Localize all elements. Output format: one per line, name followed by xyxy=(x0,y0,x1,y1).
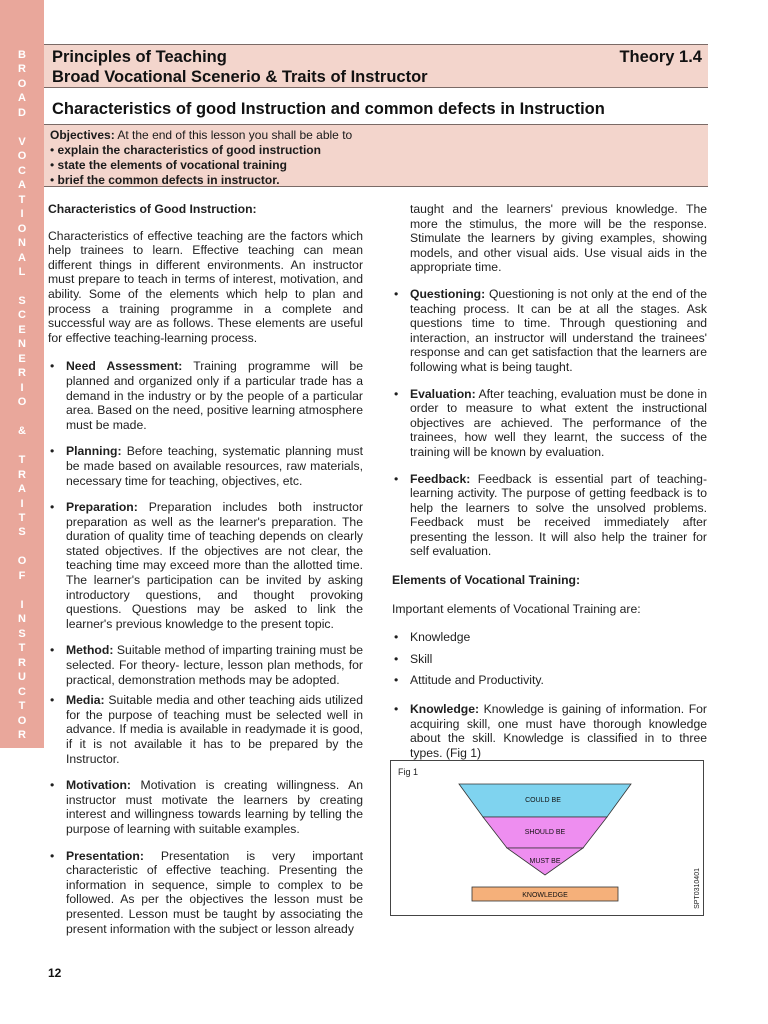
side-tab-letter: O xyxy=(17,396,27,409)
figure-code: SPT0310401 xyxy=(694,868,701,909)
objectives-intro: At the end of this lesson you shall be able to xyxy=(114,128,353,142)
bullet-text: Feedback is essential part of teaching-learning activity. The purpose of getting feedback is to help the learners to solve the unsolved problems. Feedback must be received immediately after presenting the lesson. It will also help the trainer for self evaluation. xyxy=(410,471,707,559)
side-tab-letter: S xyxy=(18,526,26,539)
bullet-term: Feedback: xyxy=(410,471,471,486)
side-tab-letter: A xyxy=(18,179,26,192)
side-tab-letter: E xyxy=(18,352,26,365)
bullet-term: Motivation: xyxy=(66,778,131,793)
bullet-questioning xyxy=(392,287,707,375)
elements-intro: Important elements of Vocational Training are: xyxy=(392,601,641,616)
side-tab-letter: O xyxy=(17,150,27,163)
side-tab-letter: V xyxy=(18,135,26,148)
bullet-method xyxy=(48,643,363,687)
bullet-text: Presentation is very important characteristic of effective teaching. Presenting the information in sequence, simple to complex to be followed. As per the objectives the lesson must be presented. Lesson must be taught by associating the present information with the subject or lesson already xyxy=(66,848,363,936)
bullet-evaluation xyxy=(392,387,707,460)
side-tab-letter: O xyxy=(17,77,27,90)
header-subtitle: Broad Vocational Scenerio & Traits of Instructor xyxy=(52,68,428,86)
left-column xyxy=(48,202,363,936)
intro-paragraph: Characteristics of effective teaching are the factors which help trainees to learn. Effective teaching can mean different things in different environments. An instructor must prepare to teach in terms of interest, motivation, and ability. Some of the elements which help to plan and process a training programme in a complete and successful way are as follows. These elements are useful for effective teaching-learning process. xyxy=(48,228,363,345)
figure-knowledge-pyramid xyxy=(390,760,704,916)
side-tab-letter: I xyxy=(20,497,24,510)
level-label-could-be: COULD BE xyxy=(525,797,561,804)
objectives-box xyxy=(44,124,708,187)
section-heading-vocational-elements: Elements of Vocational Training: xyxy=(392,573,581,588)
list-item: • Attitude and Productivity. xyxy=(392,673,707,688)
bullet-presentation xyxy=(48,849,363,937)
bullet-planning xyxy=(48,444,363,488)
figure-label: Fig 1 xyxy=(398,767,419,777)
bullet-text: Preparation includes both instructor preparation as well as the learner's preparation. The duration of quality time of teaching depends on clearly stated objectives. If the objectives are not clear, the teaching time may exceed more than the allotted time. The learner's participation can be invited by asking introductory questions, and thought provoking questions. Questions may be asked to link the learner's previous knowledge to the present topic. xyxy=(66,500,363,631)
side-tab-letter: A xyxy=(18,251,26,264)
side-tab-letter: T xyxy=(18,193,26,206)
side-tab-letter: N xyxy=(18,237,26,250)
list-item: • Skill xyxy=(392,652,707,667)
bullet-term: Need Assessment: xyxy=(66,359,183,374)
side-tab-letter: R xyxy=(18,729,26,742)
bullet-text: Before teaching, systematic planning must be made based on available resources, raw materials, necessary time for teaching, objectives, etc. xyxy=(66,444,363,488)
bullet-media xyxy=(48,693,363,766)
side-tab xyxy=(0,0,44,748)
bullet-motivation xyxy=(48,778,363,836)
bullet-term: Planning: xyxy=(66,444,122,459)
side-tab-letter: & xyxy=(18,425,26,438)
side-tab-letter: R xyxy=(18,656,26,669)
side-tab-letter: N xyxy=(18,613,26,626)
page-number: 12 xyxy=(48,966,62,980)
side-tab-letter: S xyxy=(18,627,26,640)
bullet-text: Questioning is not only at the end of the teaching process. It can be at all the stages. Ask questions time to time. Through questioning and interaction, an instructor will understand the trainees' response and can get satisfaction that the learners are following what is being taught. xyxy=(410,286,707,374)
side-tab-letter: A xyxy=(18,483,26,496)
bullet-text: Suitable media and other teaching aids utilized for the purpose of teaching must be selected well in advance. If media is available in readymade it is good, if it is not available it has to be prepared by the Instructor. xyxy=(66,693,363,766)
side-tab-letter: N xyxy=(18,338,26,351)
side-tab-letter: R xyxy=(18,63,26,76)
side-tab-letter: O xyxy=(17,714,27,727)
side-tab-letter: R xyxy=(18,367,26,380)
side-tab-letter: O xyxy=(17,555,27,568)
section-heading-good-instruction: Characteristics of Good Instruction: xyxy=(48,202,257,216)
objectives-heading xyxy=(50,128,708,143)
side-tab-letter: I xyxy=(20,381,24,394)
bullet-need-assessment xyxy=(48,359,363,432)
lesson-title: Characteristics of good Instruction and common defects in Instruction xyxy=(52,100,605,118)
side-tab-letter: T xyxy=(18,454,26,467)
bullet-feedback xyxy=(392,472,707,560)
lesson-code: Theory 1.4 xyxy=(619,48,702,66)
side-tab-letter: C xyxy=(18,164,26,177)
bullet-term: Evaluation: xyxy=(410,386,476,401)
side-tab-letter: E xyxy=(18,323,26,336)
level-label-must-be: MUST BE xyxy=(529,858,561,865)
objectives-label: Objectives: xyxy=(50,128,115,142)
level-label-should-be: SHOULD BE xyxy=(524,829,566,836)
side-tab-letter: S xyxy=(18,294,26,307)
objective-item: • explain the characteristics of good instruction xyxy=(50,143,708,158)
bullet-term: Questioning: xyxy=(410,286,486,301)
objective-item: • brief the common defects in instructor. xyxy=(50,173,708,188)
bullet-text: Suitable method of imparting training must be selected. For theory- lecture, lesson plan methods, for practical, demonstration methods may be adopted. xyxy=(66,643,363,687)
side-tab-letters xyxy=(0,48,44,743)
header-title: Principles of Teaching xyxy=(52,48,227,66)
bullet-text: Knowledge is gaining of information. For acquiring skill, one must have thorough knowledge about the skill. Knowledge is classified in to three types. (Fig 1) xyxy=(410,702,707,760)
side-tab-letter: T xyxy=(18,642,26,655)
side-tab-letter: D xyxy=(18,106,26,119)
bullet-term: Preparation: xyxy=(66,500,138,515)
objective-item: • state the elements of vocational training xyxy=(50,158,708,173)
right-column xyxy=(392,202,707,760)
side-tab-letter: R xyxy=(18,468,26,481)
continuation-paragraph: taught and the learners' previous knowledge. The more the stimulus, the more will be the response. Stimulate the learners by giving examples, showing models, and other visual aids. Use visual aids in the appropriate time. xyxy=(410,202,707,275)
side-tab-letter: U xyxy=(18,671,26,684)
side-tab-letter: C xyxy=(18,309,26,322)
bullet-text: Motivation is creating willingness. An instructor must motivate the learners by creating interest and willingness towards learning by telling the purpose of learning with suitable examples. xyxy=(66,778,363,836)
side-tab-letter: B xyxy=(18,49,26,61)
bullet-term: Knowledge: xyxy=(410,702,480,717)
bullet-term: Presentation: xyxy=(66,848,144,863)
bullet-term: Media: xyxy=(66,693,105,708)
side-tab-letter: T xyxy=(18,700,26,713)
knowledge-base-label: KNOWLEDGE xyxy=(522,892,568,899)
side-tab-letter: F xyxy=(18,569,26,582)
header-band xyxy=(44,44,708,88)
bullet-preparation xyxy=(48,500,363,631)
side-tab-letter: L xyxy=(18,266,26,279)
side-tab-letter: C xyxy=(18,685,26,698)
side-tab-letter: O xyxy=(17,222,27,235)
bullet-term: Method: xyxy=(66,643,114,658)
side-tab-letter: I xyxy=(20,208,24,221)
side-tab-letter: T xyxy=(18,512,26,524)
side-tab-letter: I xyxy=(20,598,24,611)
list-item: • Knowledge xyxy=(392,630,707,645)
bullet-text: After teaching, evaluation must be done in order to measure to what extent the instructional objectives are achieved. The performance of the trainees, how well they learnt, the success of the training will be known by evaluation. xyxy=(410,386,707,459)
knowledge-pyramid-diagram xyxy=(391,761,705,917)
side-tab-letter: A xyxy=(18,92,26,105)
bullet-knowledge xyxy=(392,702,707,760)
bullet-text: Training programme will be planned and organized only if a particular trade has a demand in the industry or by the people of a particular area. Based on the need, positive learning atmosphere must be made. xyxy=(66,359,363,432)
